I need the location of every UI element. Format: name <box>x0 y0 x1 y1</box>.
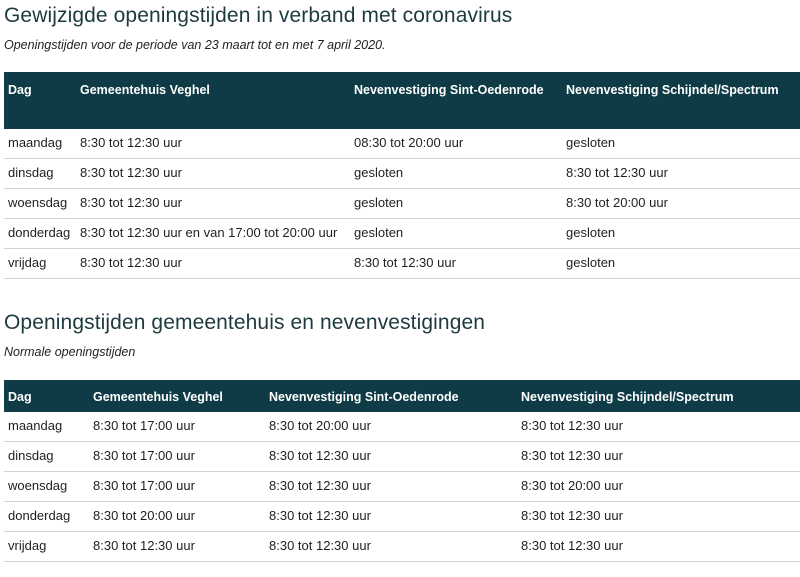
regular-hours-heading: Openingstijden gemeentehuis en nevenvestigingen <box>4 311 486 334</box>
regular-hours-subtitle: Normale openingstijden <box>4 345 136 359</box>
cell-veghel: 8:30 tot 20:00 uur <box>89 502 265 532</box>
table-row <box>4 472 800 502</box>
cell-veghel: 8:30 tot 17:00 uur <box>89 412 265 442</box>
cell-schijndel: 8:30 tot 12:30 uur <box>562 159 800 189</box>
corona-hours-table <box>4 72 800 279</box>
cell-sint-oedenrode: 8:30 tot 12:30 uur <box>265 472 517 502</box>
table-row <box>4 249 800 279</box>
cell-schijndel: 8:30 tot 12:30 uur <box>517 442 800 472</box>
table-header-row <box>4 72 800 129</box>
corona-hours-subtitle: Openingstijden voor de periode van 23 maart tot en met 7 april 2020. <box>4 38 386 52</box>
cell-sint-oedenrode: 8:30 tot 20:00 uur <box>265 412 517 442</box>
cell-schijndel: gesloten <box>562 129 800 159</box>
cell-day: vrijdag <box>4 249 76 279</box>
cell-day: donderdag <box>4 219 76 249</box>
header-veghel: Gemeentehuis Veghel <box>76 72 350 129</box>
cell-schijndel: 8:30 tot 20:00 uur <box>562 189 800 219</box>
cell-sint-oedenrode: 08:30 tot 20:00 uur <box>350 129 562 159</box>
cell-schijndel: gesloten <box>562 249 800 279</box>
cell-sint-oedenrode: gesloten <box>350 189 562 219</box>
cell-day: woensdag <box>4 189 76 219</box>
cell-schijndel: 8:30 tot 12:30 uur <box>517 412 800 442</box>
cell-sint-oedenrode: gesloten <box>350 219 562 249</box>
regular-hours-table <box>4 380 800 562</box>
table-header-row <box>4 380 800 412</box>
header-sint-oedenrode: Nevenvestiging Sint-Oedenrode <box>350 72 562 129</box>
cell-day: donderdag <box>4 502 89 532</box>
header-day: Dag <box>4 380 89 412</box>
cell-sint-oedenrode: 8:30 tot 12:30 uur <box>265 442 517 472</box>
header-schijndel: Nevenvestiging Schijndel/Spectrum <box>517 380 800 412</box>
cell-sint-oedenrode: 8:30 tot 12:30 uur <box>350 249 562 279</box>
table-row <box>4 159 800 189</box>
cell-sint-oedenrode: 8:30 tot 12:30 uur <box>265 532 517 562</box>
cell-veghel: 8:30 tot 12:30 uur <box>89 532 265 562</box>
table-row <box>4 502 800 532</box>
table-row <box>4 412 800 442</box>
cell-veghel: 8:30 tot 12:30 uur <box>76 189 350 219</box>
cell-day: vrijdag <box>4 532 89 562</box>
cell-day: maandag <box>4 129 76 159</box>
cell-veghel: 8:30 tot 12:30 uur <box>76 249 350 279</box>
header-schijndel: Nevenvestiging Schijndel/Spectrum <box>562 72 800 129</box>
cell-schijndel: 8:30 tot 12:30 uur <box>517 502 800 532</box>
corona-hours-heading: Gewijzigde openingstijden in verband met coronavirus <box>4 4 513 27</box>
cell-day: woensdag <box>4 472 89 502</box>
header-sint-oedenrode: Nevenvestiging Sint-Oedenrode <box>265 380 517 412</box>
cell-schijndel: 8:30 tot 12:30 uur <box>517 532 800 562</box>
table-row <box>4 129 800 159</box>
cell-sint-oedenrode: 8:30 tot 12:30 uur <box>265 502 517 532</box>
cell-veghel: 8:30 tot 17:00 uur <box>89 442 265 472</box>
table-row <box>4 189 800 219</box>
cell-schijndel: 8:30 tot 20:00 uur <box>517 472 800 502</box>
header-day: Dag <box>4 72 76 129</box>
cell-day: maandag <box>4 412 89 442</box>
table-row <box>4 442 800 472</box>
cell-day: dinsdag <box>4 159 76 189</box>
cell-veghel: 8:30 tot 12:30 uur <box>76 159 350 189</box>
cell-veghel: 8:30 tot 12:30 uur <box>76 129 350 159</box>
cell-schijndel: gesloten <box>562 219 800 249</box>
cell-veghel: 8:30 tot 17:00 uur <box>89 472 265 502</box>
cell-day: dinsdag <box>4 442 89 472</box>
cell-veghel: 8:30 tot 12:30 uur en van 17:00 tot 20:00 uur <box>76 219 350 249</box>
cell-sint-oedenrode: gesloten <box>350 159 562 189</box>
table-row <box>4 532 800 562</box>
table-row <box>4 219 800 249</box>
header-veghel: Gemeentehuis Veghel <box>89 380 265 412</box>
